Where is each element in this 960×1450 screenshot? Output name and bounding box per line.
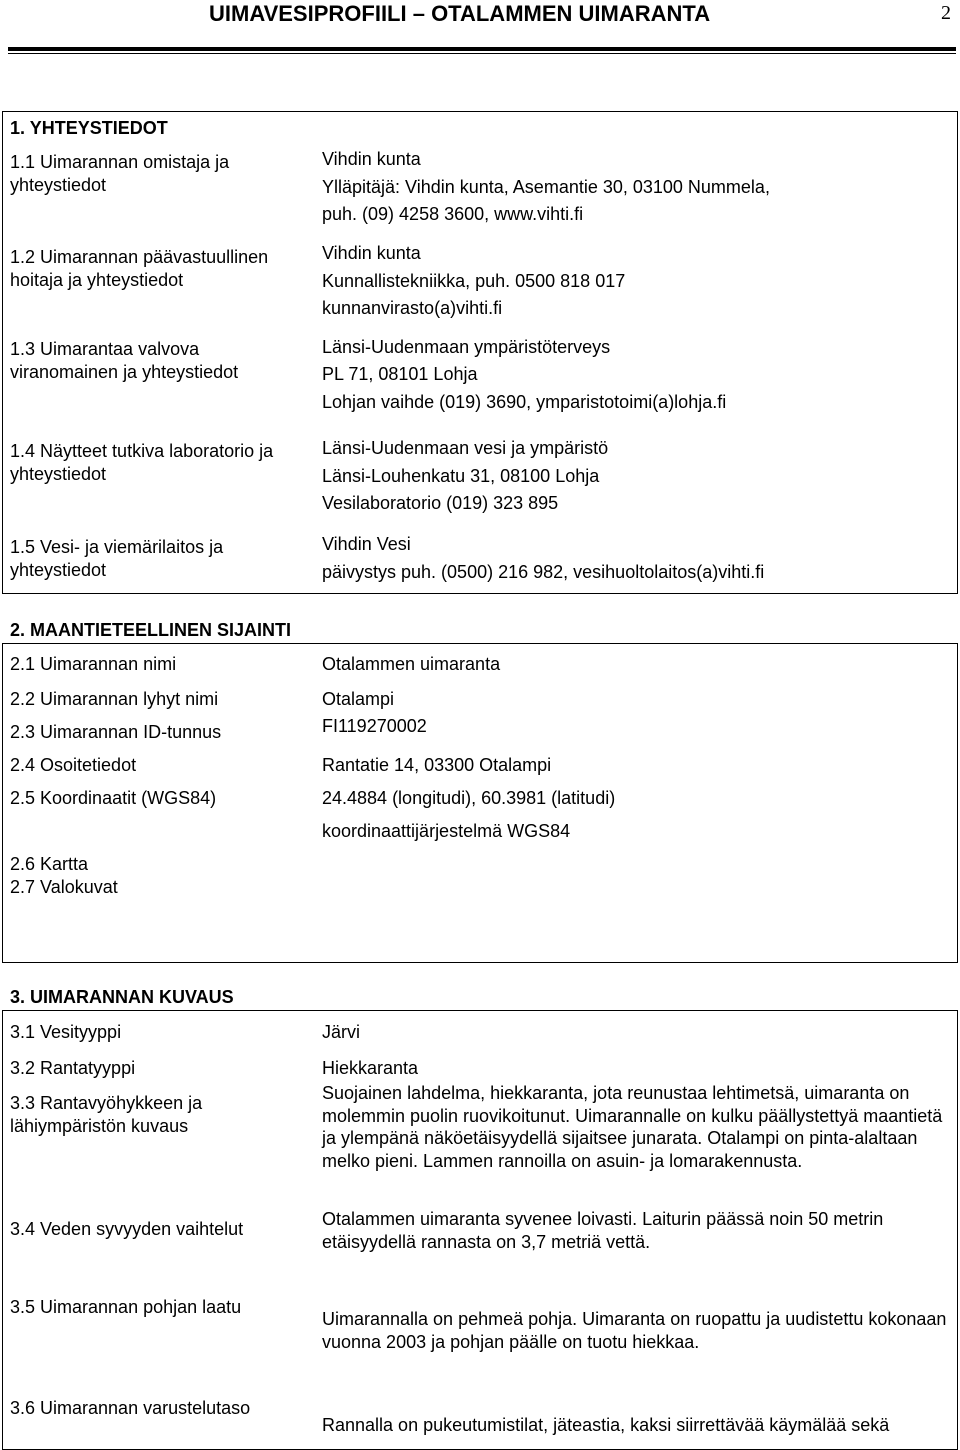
row-3-5-label: 3.5 Uimarannan pohjan laatu (10, 1297, 242, 1317)
row-2-5-value-line2: koordinaattijärjestelmä WGS84 (322, 821, 571, 841)
row-1-3-value-line1: Länsi-Uudenmaan ympäristöterveys (322, 337, 611, 357)
row-2-2-label: 2.2 Uimarannan lyhyt nimi (10, 689, 219, 709)
row-2-2-value: Otalampi (322, 689, 395, 709)
row-1-5-label-line2: yhteystiedot (10, 560, 107, 580)
row-1-1-label-line1: 1.1 Uimarannan omistaja ja (10, 152, 230, 172)
row-2-1-value: Otalammen uimaranta (322, 654, 501, 674)
row-1-1-value-line3: puh. (09) 4258 3600, www.vihti.fi (322, 204, 584, 224)
row-3-6-value: Rannalla on pukeutumistilat, jäteastia, kaksi siirrettävää käymälää sekä (322, 1415, 890, 1435)
row-1-1-value-line2: Ylläpitäjä: Vihdin kunta, Asemantie 30, 03100 Nummela, (322, 177, 770, 197)
row-1-2-value-line1: Vihdin kunta (322, 243, 421, 263)
row-2-5-label: 2.5 Koordinaatit (WGS84) (10, 788, 217, 808)
row-1-2-value-line2: Kunnallistekniikka, puh. 0500 818 017 (322, 271, 626, 291)
row-1-3-label-line2: viranomainen ja yhteystiedot (10, 362, 239, 382)
section-1-title: 1. YHTEYSTIEDOT (10, 118, 168, 138)
row-3-3-value: Suojainen lahdelma, hiekkaranta, jota reunustaa lehtimetsä, uimaranta on molemmin puolin ruovikoitunut. Uimarannalle on kulku päällystettyä maantietä ja ylempänä näköetäisyydellä sijaitsee junarata. Otalampi on pinta-alaltaan melko pieni. Lammen rannoilla on asuin- ja lomarakennusta. (322, 1083, 943, 1171)
row-2-5-value: 24.4884 (longitudi), 60.3981 (latitudi) (322, 788, 616, 808)
row-1-4-value-line3: Vesilaboratorio (019) 323 895 (322, 493, 559, 513)
row-1-2-label-line1: 1.2 Uimarannan päävastuullinen (10, 247, 269, 267)
row-1-4-label-line2: yhteystiedot (10, 464, 107, 484)
row-1-2-value-line3: kunnanvirasto(a)vihti.fi (322, 298, 503, 318)
row-2-4-label: 2.4 Osoitetiedot (10, 755, 137, 775)
row-3-4-value: Otalammen uimaranta syvenee loivasti. Laiturin päässä noin 50 metrin etäisyydellä rannasta on 3,7 metriä vettä. (322, 1209, 884, 1252)
row-2-4-value: Rantatie 14, 03300 Otalampi (322, 755, 552, 775)
row-2-7-label: 2.7 Valokuvat (10, 877, 118, 897)
section-2-title: 2. MAANTIETEELLINEN SIJAINTI (10, 620, 292, 640)
header-rule-thin (8, 53, 956, 54)
row-3-6-label: 3.6 Uimarannan varustelutaso (10, 1398, 251, 1418)
row-1-1-value-line1: Vihdin kunta (322, 149, 421, 169)
row-1-4-value-line1: Länsi-Uudenmaan vesi ja ympäristö (322, 438, 609, 458)
row-3-1-label: 3.1 Vesityyppi (10, 1022, 122, 1042)
row-2-3-label: 2.3 Uimarannan ID-tunnus (10, 722, 222, 742)
row-3-2-label: 3.2 Rantatyyppi (10, 1058, 136, 1078)
row-2-1-label: 2.1 Uimarannan nimi (10, 654, 177, 674)
row-1-3-label-line1: 1.3 Uimarantaa valvova (10, 339, 200, 359)
row-1-4-label-line1: 1.4 Näytteet tutkiva laboratorio ja (10, 441, 274, 461)
row-3-1-value: Järvi (322, 1022, 361, 1042)
row-1-1-label-line2: yhteystiedot (10, 175, 107, 195)
row-1-4-value-line2: Länsi-Louhenkatu 31, 08100 Lohja (322, 466, 600, 486)
document-title: UIMAVESIPROFIILI – OTALAMMEN UIMARANTA (209, 1, 711, 26)
header-rule (8, 47, 956, 51)
row-1-3-value-line3: Lohjan vaihde (019) 3690, ymparistotoimi(a)lohja.fi (322, 392, 727, 412)
row-1-5-label-line1: 1.5 Vesi- ja viemärilaitos ja (10, 537, 224, 557)
page-number: 2 (941, 2, 951, 24)
row-1-2-label-line2: hoitaja ja yhteystiedot (10, 270, 184, 290)
row-3-3-label: 3.3 Rantavyöhykkeen ja lähiympäristön kuvaus (10, 1093, 203, 1136)
row-3-5-value: Uimarannalla on pehmeä pohja. Uimaranta on ruopattu ja uudistettu kokonaan vuonna 2003 ja pohjan päälle on tuotu hiekkaa. (322, 1309, 947, 1352)
row-1-5-value-line2: päivystys puh. (0500) 216 982, vesihuoltolaitos(a)vihti.fi (322, 562, 765, 582)
row-2-3-value: FI119270002 (322, 716, 427, 736)
row-3-2-value: Hiekkaranta (322, 1058, 419, 1078)
row-1-5-value-line1: Vihdin Vesi (322, 534, 411, 554)
row-2-6-label: 2.6 Kartta (10, 854, 89, 874)
row-3-4-label: 3.4 Veden syvyyden vaihtelut (10, 1219, 244, 1239)
section-3-title: 3. UIMARANNAN KUVAUS (10, 987, 234, 1007)
row-1-3-value-line2: PL 71, 08101 Lohja (322, 364, 478, 384)
